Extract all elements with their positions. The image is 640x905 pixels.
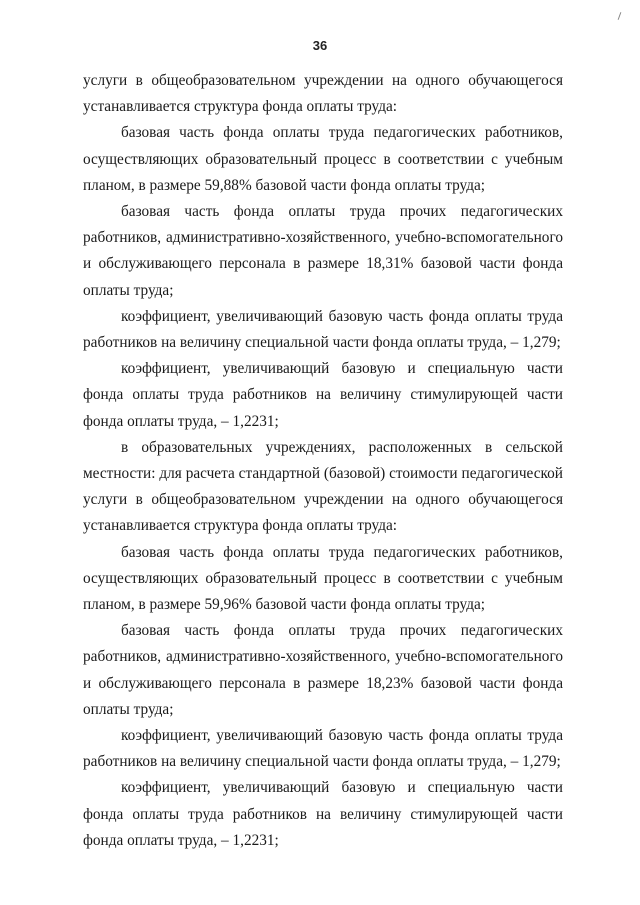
paragraph-5: коэффициент, увеличивающий базовую и специальную части фонда оплаты труда работников на величину стимулирующей части фонда оплаты труда, – 1,2231;: [83, 360, 563, 430]
document-body: [83, 68, 563, 854]
paragraph-4: коэффициент, увеличивающий базовую часть фонда оплаты труда работников на величину специальной части фонда оплаты труда, – 1,279;: [83, 307, 563, 352]
paragraph-8: базовая часть фонда оплаты труда прочих педагогических работников, административно-хозяйственного, учебно-вспомогательного и обслуживающего персонала в размере 18,23% базовой части фонда оплаты труда;: [83, 622, 563, 718]
scan-mark: [618, 12, 622, 20]
paragraph-6: в образовательных учреждениях, расположенных в сельской местности: для расчета стандартной (базовой) стоимости педагогической услуги в общеобразовательном учреждении на одного обучающегося устанавливается структура фонда оплаты труда:: [83, 438, 563, 535]
paragraph-1: услуги в общеобразовательном учреждении на одного обучающегося устанавливается структура фонда оплаты труда:: [83, 72, 563, 116]
paragraph-7: базовая часть фонда оплаты труда педагогических работников, осуществляющих образовательный процесс в соответствии с учебным планом, в размере 59,96% базовой части фонда оплаты труда;: [83, 543, 563, 614]
paragraph-2: базовая часть фонда оплаты труда педагогических работников, осуществляющих образовательный процесс в соответствии с учебным планом, в размере 59,88% базовой части фонда оплаты труда;: [83, 124, 563, 194]
paragraph-3: базовая часть фонда оплаты труда прочих педагогических работников, административно-хозяйственного, учебно-вспомогательного и обслуживающего персонала в размере 18,31% базовой части фонда оплаты труда;: [83, 203, 563, 299]
paragraph-9: коэффициент, увеличивающий базовую часть фонда оплаты труда работников на величину специальной части фонда оплаты труда, – 1,279;: [83, 727, 563, 771]
page-number: 36: [312, 38, 328, 53]
paragraph-10: коэффициент, увеличивающий базовую и специальную части фонда оплаты труда работников на величину стимулирующей части фонда оплаты труда, – 1,2231;: [83, 779, 563, 849]
